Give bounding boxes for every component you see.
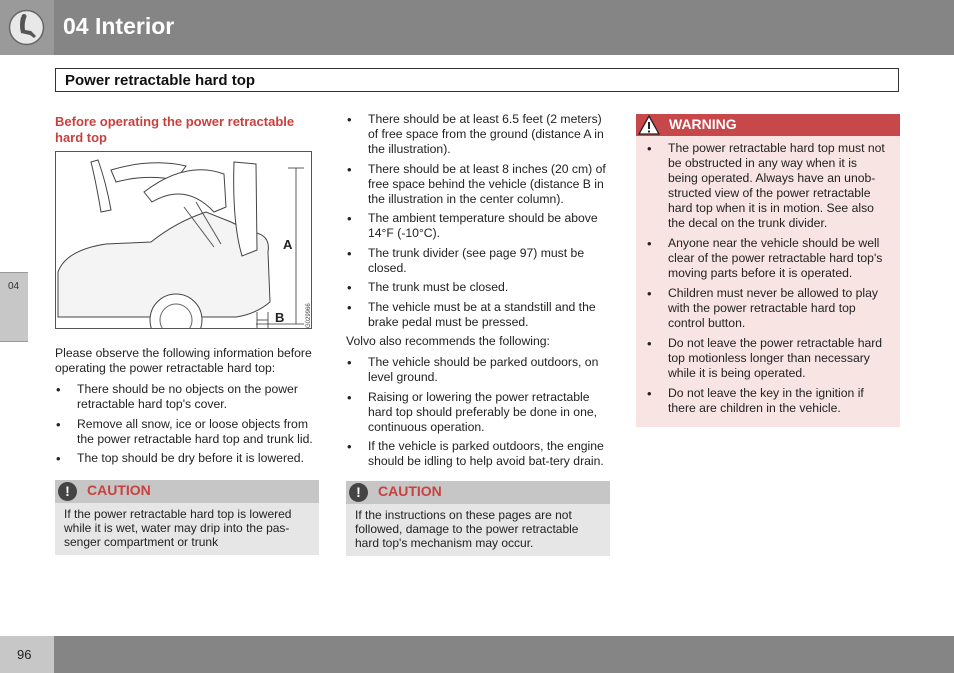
hardtop-clearance-illustration	[55, 151, 312, 329]
bullet-list-2	[346, 355, 610, 469]
caution-text: If the power retractable hard top is lowered while it is wet, water may drip into the pas-senger compartment or trunk	[64, 507, 292, 549]
chapter-side-tab[interactable]	[0, 272, 28, 342]
list-item: • Do not leave the power retractable hard top motionless longer than necessary while it is being operated.	[646, 336, 890, 381]
column-left	[55, 114, 319, 555]
exclamation-icon: !	[349, 483, 368, 502]
bullet-list	[346, 112, 610, 330]
warning-list	[646, 141, 890, 416]
page-number: 96	[17, 647, 32, 662]
bullet-list	[55, 382, 319, 466]
list-item: • The trunk divider (see page 97) must be closed.	[346, 246, 610, 276]
seat-icon	[8, 9, 45, 46]
caution-header	[346, 481, 610, 504]
list-item: • There should be at least 6.5 feet (2 meters) of free space from the ground (distance A in the illustration).	[346, 112, 610, 157]
label-a: A	[283, 237, 293, 252]
chapter-icon-box	[0, 0, 54, 55]
subheading: Before operating the power retractable hard top	[55, 114, 295, 145]
warning-triangle-icon	[638, 115, 660, 135]
warning-box	[636, 114, 900, 427]
list-item: • There should be at least 8 inches (20 cm) of free space behind the vehicle (distance B in the illustration in the center column).	[346, 162, 610, 207]
caution-box	[55, 480, 319, 555]
list-item: • Remove all snow, ice or loose objects from the power retractable hard top and trunk lid.	[55, 417, 319, 447]
car-illustration	[56, 152, 312, 329]
list-item: • Anyone near the vehicle should be well clear of the power retractable hard top's moving parts before it is operated.	[646, 236, 890, 281]
section-bar	[55, 68, 899, 92]
caution-label: CAUTION	[378, 483, 442, 499]
label-b: B	[275, 310, 285, 325]
chapter-title: 04 Interior	[63, 13, 175, 39]
list-item: • The ambient temperature should be above 14°F (-10°C).	[346, 211, 610, 241]
list-item: • There should be no objects on the power retractable hard top's cover.	[55, 382, 319, 412]
warning-header	[636, 114, 900, 136]
recommend-intro: Volvo also recommends the following:	[346, 334, 550, 348]
side-tab-label: 04	[8, 281, 20, 292]
caution-box	[346, 481, 610, 556]
intro-text: Please observe the following information before operating the power retractable hard top:	[55, 346, 312, 375]
list-item: • The vehicle must be at a standstill and the brake pedal must be pressed.	[346, 300, 610, 330]
caution-header	[55, 480, 319, 503]
list-item: • The vehicle should be parked outdoors, on level ground.	[346, 355, 610, 385]
caution-text: If the instructions on these pages are not followed, damage to the power retractable hard top's mechanism may occur.	[355, 508, 579, 550]
list-item: • The top should be dry before it is lowered.	[55, 451, 319, 466]
page-number-box	[0, 636, 54, 673]
column-middle	[346, 112, 610, 556]
list-item: • If the vehicle is parked outdoors, the engine should be idling to help avoid bat-tery drain.	[346, 439, 610, 469]
list-item: • The power retractable hard top must not be obstructed in any way when it is being operated. Always have an unob-structed view of the power retractable hard top when it is in motion. See also the decal on the trunk divider.	[646, 141, 890, 231]
exclamation-icon: !	[58, 482, 77, 501]
chapter-header	[0, 0, 954, 55]
warning-content	[636, 136, 900, 427]
column-right	[636, 114, 900, 427]
warning-label: WARNING	[669, 116, 737, 132]
section-title: Power retractable hard top	[65, 72, 256, 89]
caution-label: CAUTION	[87, 482, 151, 498]
figure-code: G029966	[306, 303, 312, 328]
list-item: • The trunk must be closed.	[346, 280, 610, 295]
list-item: • Raising or lowering the power retractable hard top should preferably be done in one, continuous operation.	[346, 390, 610, 435]
list-item: • Do not leave the key in the ignition if there are children in the vehicle.	[646, 386, 890, 416]
list-item: • Children must never be allowed to play with the power retractable hard top control button.	[646, 286, 890, 331]
page-footer	[0, 636, 954, 673]
